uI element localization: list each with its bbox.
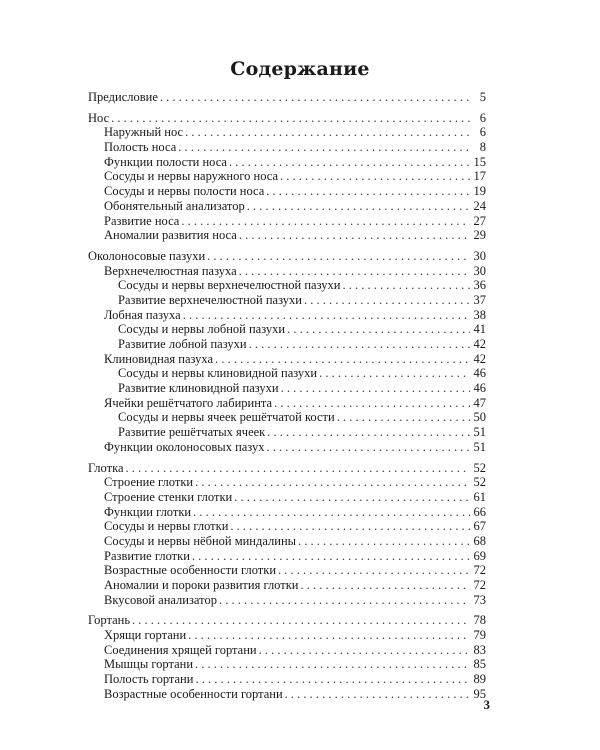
toc-entry (88, 278, 486, 293)
toc-entry-title: Обонятельный анализатор (104, 198, 245, 213)
dot-leader (259, 643, 470, 658)
toc-entry-title: Строение глотки (104, 475, 194, 490)
dot-leader (181, 214, 470, 229)
toc-entry (88, 155, 486, 170)
toc-entry (88, 475, 486, 490)
toc-section (88, 249, 486, 455)
dot-leader (337, 410, 470, 425)
toc-entry (88, 672, 486, 687)
dot-leader (234, 490, 470, 505)
toc-entry-page: 46 (473, 381, 486, 396)
toc-entry (88, 687, 486, 702)
toc-entry-page: 72 (473, 578, 486, 592)
toc-entry-title: Функции околоносовых пазух (104, 439, 265, 454)
toc-entry-title: Ячейки решётчатого лабиринта (104, 395, 273, 410)
toc-entry-page: 19 (473, 184, 486, 199)
toc-entry-title: Сосуды и нервы глотки (104, 519, 229, 534)
toc-entry (88, 111, 486, 126)
toc-entry-page: 52 (473, 460, 486, 475)
toc-entry (88, 519, 486, 534)
toc-entry-page: 8 (479, 140, 486, 155)
dot-leader (195, 657, 470, 672)
toc-entry-title: Глотка (88, 460, 124, 475)
toc-entry (88, 199, 486, 214)
dot-leader (298, 534, 470, 549)
dot-leader (178, 140, 470, 155)
dot-leader (342, 278, 470, 293)
toc-entry (88, 440, 486, 455)
toc-entry-page: 30 (473, 248, 486, 263)
dot-leader (285, 687, 470, 702)
toc-entry-page: 61 (473, 489, 486, 504)
dot-leader (160, 90, 470, 105)
toc-entry-title: Сосуды и нервы нёбной миндалины (104, 533, 297, 548)
toc-entry-page: 72 (473, 563, 486, 578)
toc-entry-title: Верхнечелюстная пазуха (104, 263, 237, 278)
toc-entry (88, 249, 486, 264)
dot-leader (280, 169, 470, 184)
dot-leader (267, 425, 470, 440)
toc-entry-page: 50 (473, 410, 486, 425)
toc-entry-page: 78 (473, 613, 486, 628)
toc-entry (88, 308, 486, 323)
toc-entry (88, 214, 486, 229)
toc-entry-page: 5 (479, 90, 486, 104)
toc-entry-title: Возрастные особенности глотки (104, 563, 277, 578)
toc-section (88, 461, 486, 608)
toc-entry (88, 425, 486, 440)
toc-entry-page: 66 (473, 504, 486, 519)
toc-entry-page: 83 (473, 642, 486, 657)
toc-entry-page: 17 (473, 169, 486, 184)
toc-entry (88, 184, 486, 199)
toc-entry-title: Предисловие (88, 90, 158, 104)
toc-entry-page: 27 (473, 213, 486, 228)
toc-entry-page: 41 (473, 322, 486, 337)
dot-leader (247, 199, 470, 214)
toc-entry-page: 37 (473, 292, 486, 307)
toc-section (88, 111, 486, 243)
toc-entry-page: 30 (473, 263, 486, 278)
toc-entry-title: Лобная пазуха (104, 307, 181, 322)
toc-entry (88, 613, 486, 628)
toc-entry (88, 322, 486, 337)
dot-leader (301, 578, 471, 593)
dot-leader (195, 672, 470, 687)
dot-leader (192, 549, 470, 564)
toc-entry-page: 89 (473, 672, 486, 687)
toc-entry-title: Развитие верхнечелюстной пазухи (118, 292, 302, 307)
toc-entry (88, 461, 486, 476)
toc-entry-page: 29 (473, 228, 486, 243)
toc-entry-title: Вкусовой анализатор (104, 592, 217, 607)
toc-entry (88, 352, 486, 367)
toc-entry-title: Сосуды и нервы лобной пазухи (118, 322, 286, 337)
table-of-contents (88, 90, 486, 708)
toc-entry (88, 549, 486, 564)
dot-leader (188, 628, 470, 643)
dot-leader (266, 184, 470, 199)
toc-entry-title: Нос (88, 110, 110, 125)
toc-entry (88, 505, 486, 520)
toc-entry (88, 90, 486, 105)
toc-entry (88, 293, 486, 308)
dot-leader (230, 519, 470, 534)
toc-entry-page: 79 (473, 628, 486, 643)
toc-section (88, 613, 486, 701)
toc-entry-title: Сосуды и нервы наружного носа (104, 169, 279, 184)
toc-section (88, 90, 486, 105)
toc-entry-title: Сосуды и нервы полости носа (104, 184, 265, 199)
toc-entry-title: Функции глотки (104, 504, 192, 519)
toc-entry (88, 563, 486, 578)
toc-entry-page: 24 (473, 198, 486, 213)
dot-leader (195, 475, 470, 490)
toc-entry-page: 73 (473, 592, 486, 607)
dot-leader (229, 155, 470, 170)
toc-entry-title: Развитие носа (104, 213, 180, 228)
dot-leader (319, 366, 470, 381)
toc-entry (88, 657, 486, 672)
toc-entry (88, 410, 486, 425)
toc-entry (88, 396, 486, 411)
toc-entry (88, 490, 486, 505)
dot-leader (239, 228, 470, 243)
dot-leader (207, 249, 470, 264)
dot-leader (126, 461, 470, 476)
dot-leader (274, 396, 470, 411)
toc-entry (88, 643, 486, 658)
toc-entry-title: Аномалии развития носа (104, 228, 237, 243)
toc-entry (88, 140, 486, 155)
toc-entry-title: Возрастные особенности гортани (104, 686, 283, 701)
dot-leader (287, 322, 470, 337)
toc-entry-title: Наружный нос (104, 125, 184, 140)
toc-entry-title: Хрящи гортани (104, 628, 187, 643)
toc-entry-title: Строение стенки глотки (104, 489, 233, 504)
toc-entry-title: Аномалии и пороки развития глотки (104, 578, 299, 592)
dot-leader (111, 111, 470, 126)
toc-entry-title: Развитие клиновидной пазухи (118, 381, 279, 396)
dot-leader (185, 125, 470, 140)
toc-entry (88, 593, 486, 608)
toc-entry-page: 15 (473, 154, 486, 169)
toc-entry-page: 69 (473, 548, 486, 563)
toc-entry-page: 6 (479, 125, 486, 140)
toc-entry-page: 67 (473, 519, 486, 534)
toc-entry (88, 125, 486, 140)
dot-leader (249, 337, 470, 352)
dot-leader (266, 440, 470, 455)
toc-entry-page: 36 (473, 278, 486, 293)
toc-entry (88, 578, 486, 593)
toc-entry-page: 68 (473, 533, 486, 548)
toc-entry (88, 228, 486, 243)
toc-entry (88, 169, 486, 184)
toc-entry-title: Сосуды и нервы ячеек решётчатой кости (118, 410, 335, 425)
toc-entry-title: Гортань (88, 613, 131, 628)
toc-entry-title: Полость носа (104, 140, 177, 155)
toc-entry (88, 264, 486, 279)
dot-leader (193, 505, 470, 520)
dot-leader (219, 593, 470, 608)
toc-entry-title: Сосуды и нервы клиновидной пазухи (118, 366, 318, 381)
toc-entry (88, 381, 486, 396)
toc-entry-title: Околоносовые пазухи (88, 248, 206, 263)
toc-entry-page: 46 (473, 366, 486, 381)
toc-entry-title: Соединения хрящей гортани (104, 642, 257, 657)
toc-entry-title: Развитие лобной пазухи (118, 337, 247, 351)
toc-entry-page: 6 (479, 110, 486, 125)
toc-entry-page: 85 (473, 657, 486, 672)
page-title: Содержание (230, 58, 370, 80)
toc-entry-title: Развитие решётчатых ячеек (118, 425, 266, 440)
toc-entry-title: Сосуды и нервы верхнечелюстной пазухи (118, 278, 341, 293)
dot-leader (239, 264, 470, 279)
toc-entry-title: Клиновидная пазуха (104, 351, 214, 366)
dot-leader (132, 613, 470, 628)
dot-leader (183, 308, 470, 323)
toc-entry (88, 534, 486, 549)
toc-entry (88, 628, 486, 643)
dot-leader (281, 381, 470, 396)
toc-entry-page: 47 (473, 395, 486, 410)
toc-entry-page: 38 (473, 307, 486, 322)
dot-leader (278, 563, 470, 578)
toc-entry-page: 95 (473, 686, 486, 701)
toc-entry (88, 337, 486, 352)
toc-entry-page: 42 (473, 351, 486, 366)
toc-entry-title: Функции полости носа (104, 154, 227, 169)
toc-entry (88, 366, 486, 381)
toc-entry-title: Мышцы гортани (104, 657, 194, 672)
dot-leader (304, 293, 470, 308)
toc-entry-title: Полость гортани (104, 672, 194, 687)
dot-leader (215, 352, 470, 367)
toc-entry-page: 51 (473, 439, 486, 454)
toc-entry-page: 51 (473, 425, 486, 440)
toc-entry-page: 42 (473, 337, 486, 351)
page-number: 3 (483, 697, 490, 712)
toc-entry-title: Развитие глотки (104, 548, 190, 563)
toc-entry-page: 52 (473, 475, 486, 490)
